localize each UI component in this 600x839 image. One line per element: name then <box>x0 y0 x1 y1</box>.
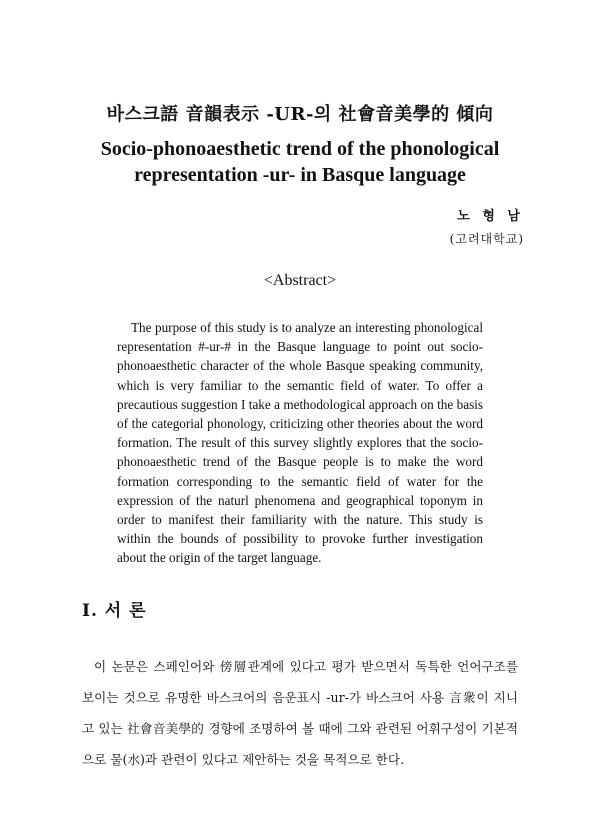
author-name: 노 형 남 <box>457 209 524 224</box>
abstract-heading: <Abstract> <box>263 272 337 289</box>
introduction-paragraph: 이 논문은 스페인어와 傍層관계에 있다고 평가 받으면서 독특한 언어구조를 보이는 것으로 유명한 바스크어의 음운표시 -ur-가 바스크어 사용 言衆이 지니고 있는 社會音美學的 경향에 조명하여 볼 때에 그와 관련된 어휘구성이 기본적으로 물(水)과 관련이 있다고 제안하는 것을 목적으로 한다. <box>82 659 518 767</box>
section-heading-introduction: I. 서 론 <box>82 601 147 621</box>
abstract-text: The purpose of this study is to analyze an interesting phonological representation #-ur-# in the Basque language to point out socio- phonoaesthetic character of the whole Basque speaking community, which is very familiar to the semantic field of water. To offer a precautious suggestion I take a methodological approach on the basis of the categorial phonology, criticizing other theories about the word formation. The result of this survey slightly explores that the socio-phonoaesthetic trend of the Basque people is to make the word formation corresponding to the semantic field of water for the expression of the naturl phenomena and geographical toponym in order to manifest their familiarity with the nature. This study is within the bounds of possibility to provoke further investigation about the origin of the target language. <box>117 320 483 566</box>
author-affiliation: (고려대학교) <box>449 232 524 246</box>
title-korean: 바스크語 音韻表示 -UR-의 社會音美學的 傾向 <box>106 104 494 125</box>
title-english: Socio-phonoaesthetic trend of the phonological representation -ur- in Basque language <box>100 138 500 186</box>
